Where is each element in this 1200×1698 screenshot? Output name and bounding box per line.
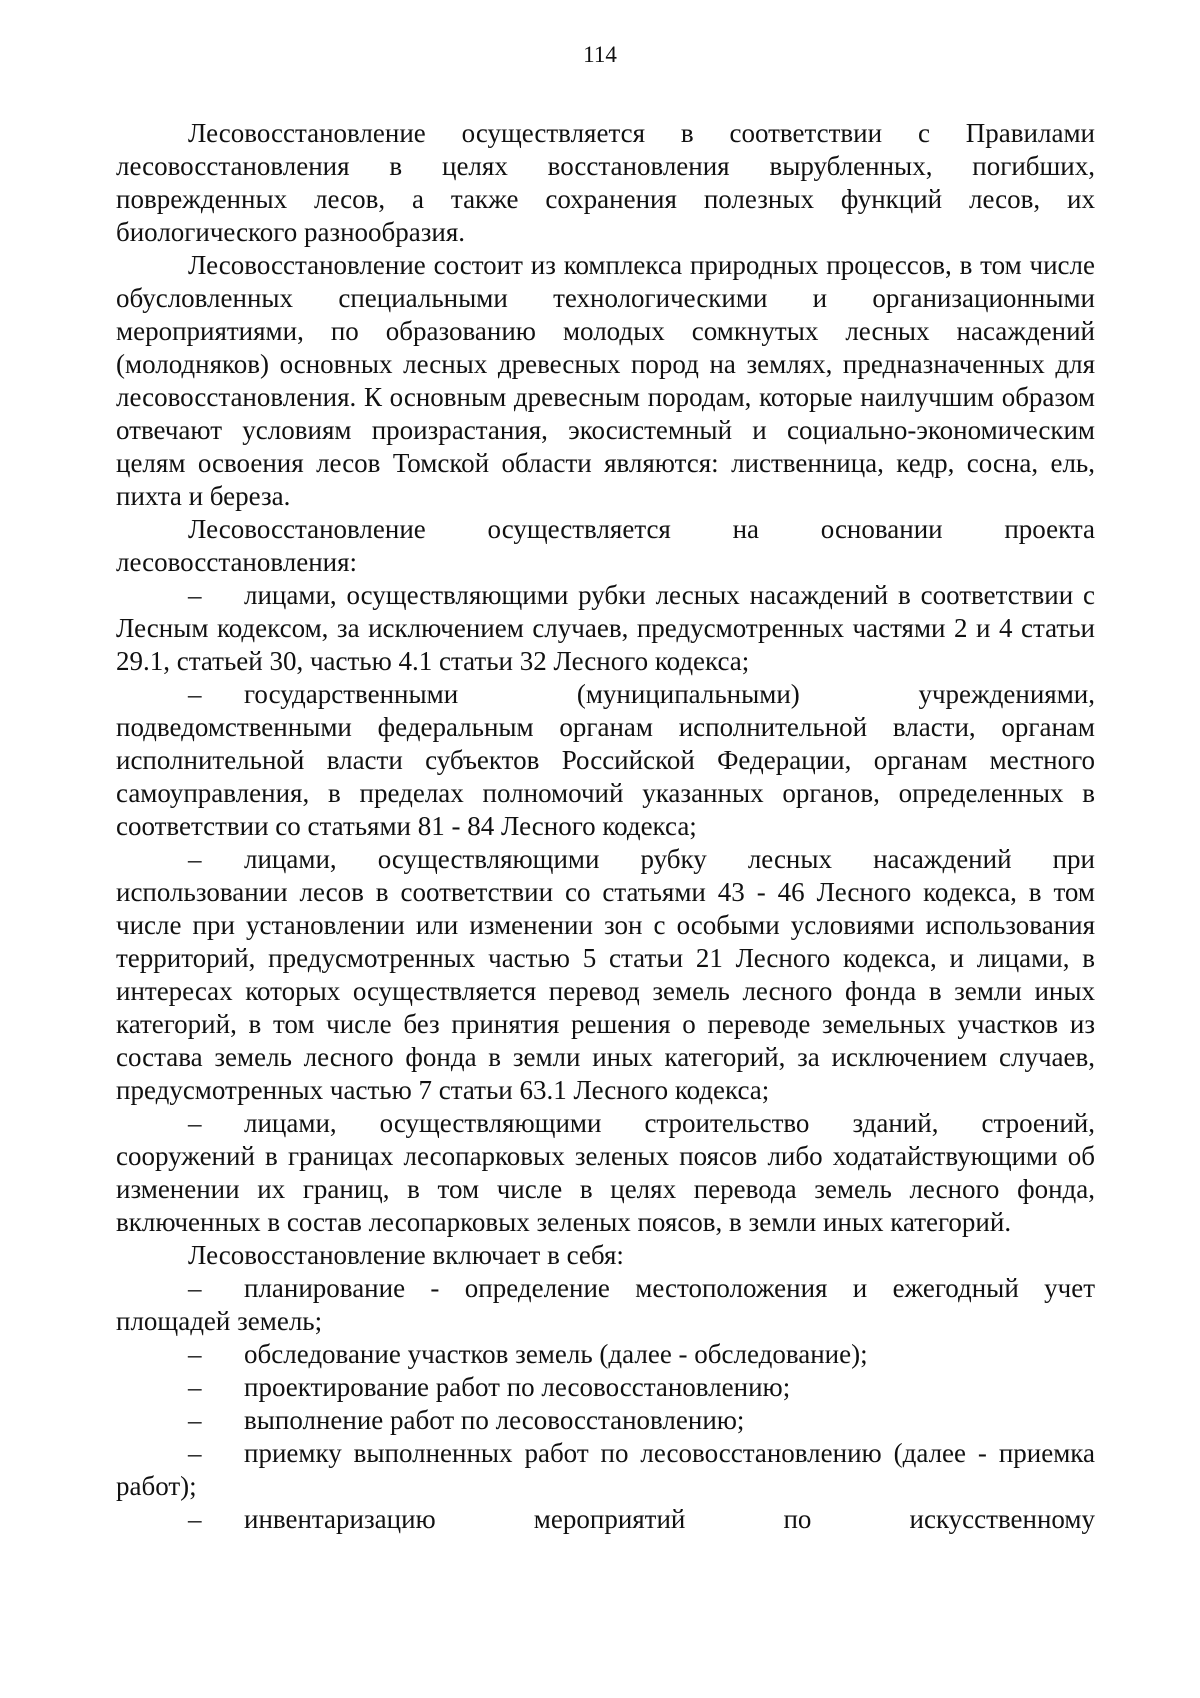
list-item-acceptance	[116, 1437, 1095, 1503]
list-item-planning	[116, 1272, 1095, 1338]
list-item-state-institutions	[116, 678, 1095, 843]
dash-marker: –	[188, 1273, 202, 1303]
dash-marker: –	[188, 679, 202, 709]
dash-marker: –	[188, 844, 202, 874]
paragraph-text: Лесовосстановление включает в себя:	[188, 1240, 624, 1270]
list-item-logging-persons	[116, 579, 1095, 678]
list-item-text: планирование - определение местоположения и ежегодный учет площадей земель;	[116, 1273, 1095, 1336]
paragraph-text: Лесовосстановление осуществляется в соответствии с Правилами лесовосстановления в целях восстановления вырубленных, погибших, поврежденных лесов, а также сохранения полезных функций лесов, их биологического разнообразия.	[116, 118, 1095, 247]
list-item-text: обследование участков земель (далее - обследование);	[244, 1339, 868, 1369]
paragraph-restoration-composition	[116, 249, 1095, 513]
list-item-text: лицами, осуществляющими рубку лесных насаждений при использовании лесов в соответствии со статьями 43 - 46 Лесного кодекса, в том числе при установлении или изменении зон с особыми условиями использования территорий, предусмотренных частью 5 статьи 21 Лесного кодекса, и лицами, в интересах которых осуществляется перевод земель лесного фонда в земли иных категорий, в том числе без принятия решения о переводе земельных участков из состава земель лесного фонда в земли иных категорий, за исключением случаев, предусмотренных частью 7 статьи 63.1 Лесного кодекса;	[116, 844, 1095, 1105]
list-item-green-belt-construction	[116, 1107, 1095, 1239]
list-item-text: лицами, осуществляющими рубки лесных насаждений в соответствии с Лесным кодексом, за исключением случаев, предусмотренных частями 2 и 4 статьи 29.1, статьей 30, частью 4.1 статьи 32 Лесного кодекса;	[116, 580, 1095, 676]
document-body	[116, 117, 1095, 1536]
paragraph-text: Лесовосстановление состоит из комплекса природных процессов, в том числе обусловленных специальными технологическими и организационными мероприятиями, по образованию молодых сомкнутых лесных насаждений (молодняков) основных лесных древесных пород на землях, предназначенных для лесовосстановления. К основным древесным породам, которые наилучшим образом отвечают условиям произрастания, экосистемный и социально-экономическим целям освоения лесов Томской области являются: лиственница, кедр, сосна, ель, пихта и береза.	[116, 250, 1095, 511]
list-item-text: приемку выполненных работ по лесовосстановлению (далее - приемка работ);	[116, 1438, 1095, 1501]
list-item-design	[116, 1371, 1095, 1404]
list-item-execution	[116, 1404, 1095, 1437]
list-item-text: инвентаризацию мероприятий по искусственному	[244, 1504, 1095, 1534]
paragraph-restoration-basis	[116, 513, 1095, 579]
paragraph-restoration-includes	[116, 1239, 1095, 1272]
dash-marker: –	[188, 1504, 202, 1534]
dash-marker: –	[188, 1372, 202, 1402]
page-number: 114	[583, 42, 617, 67]
paragraph-text: Лесовосстановление осуществляется на основании проекта лесовосстановления:	[116, 514, 1095, 577]
list-item-text: выполнение работ по лесовосстановлению;	[244, 1405, 745, 1435]
dash-marker: –	[188, 1438, 202, 1468]
dash-marker: –	[188, 1405, 202, 1435]
list-item-text: лицами, осуществляющими строительство зданий, строений, сооружений в границах лесопарковых зеленых поясов либо ходатайствующими об изменении их границ, в том числе в целях перевода земель лесного фонда, включенных в состав лесопарковых зеленых поясов, в земли иных категорий.	[116, 1108, 1095, 1237]
list-item-survey	[116, 1338, 1095, 1371]
list-item-text: государственными (муниципальными) учреждениями, подведомственными федеральным органам исполнительной власти, органам исполнительной власти субъектов Российской Федерации, органам местного самоуправления, в пределах полномочий указанных органов, определенных в соответствии со статьями 81 - 84 Лесного кодекса;	[116, 679, 1095, 841]
dash-marker: –	[188, 1339, 202, 1369]
list-item-forest-use-logging	[116, 843, 1095, 1107]
list-item-inventory	[116, 1503, 1095, 1536]
dash-marker: –	[188, 580, 202, 610]
dash-marker: –	[188, 1108, 202, 1138]
paragraph-restoration-rules	[116, 117, 1095, 249]
list-item-text: проектирование работ по лесовосстановлению;	[244, 1372, 791, 1402]
